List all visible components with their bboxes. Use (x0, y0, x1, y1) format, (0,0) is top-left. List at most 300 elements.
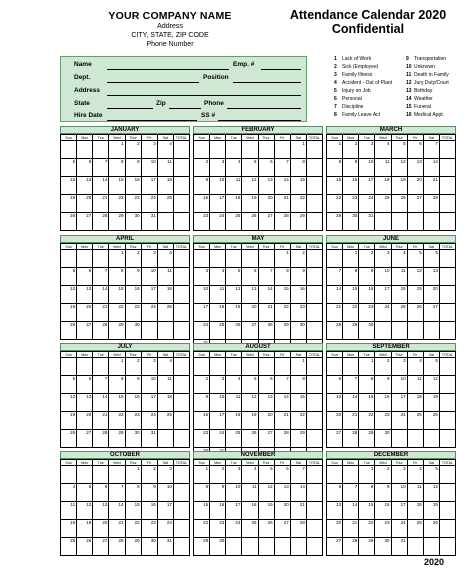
empty-day-cell[interactable] (392, 430, 408, 448)
day-cell[interactable]: 11 (375, 159, 391, 177)
day-cell[interactable]: 30 (126, 213, 142, 231)
empty-day-cell[interactable] (242, 250, 258, 268)
day-cell[interactable]: 6 (424, 250, 440, 268)
day-cell[interactable]: 15 (291, 394, 307, 412)
day-cell[interactable]: 13 (408, 159, 424, 177)
week-total-cell[interactable] (174, 538, 190, 556)
day-cell[interactable]: 11 (226, 394, 242, 412)
day-cell[interactable]: 20 (275, 502, 291, 520)
day-cell[interactable]: 3 (210, 159, 226, 177)
empty-day-cell[interactable] (242, 141, 258, 159)
day-cell[interactable]: 17 (210, 195, 226, 213)
day-cell[interactable]: 28 (275, 213, 291, 231)
day-cell[interactable]: 7 (327, 268, 343, 286)
day-cell[interactable]: 27 (259, 213, 275, 231)
day-cell[interactable]: 25 (61, 538, 77, 556)
day-cell[interactable]: 22 (291, 412, 307, 430)
day-cell[interactable]: 4 (158, 141, 174, 159)
day-cell[interactable]: 1 (275, 250, 291, 268)
day-cell[interactable]: 21 (424, 177, 440, 195)
day-cell[interactable]: 26 (77, 538, 93, 556)
day-cell[interactable]: 9 (194, 177, 210, 195)
day-cell[interactable]: 14 (327, 286, 343, 304)
day-cell[interactable]: 27 (77, 430, 93, 448)
day-cell[interactable]: 14 (343, 502, 359, 520)
day-cell[interactable]: 4 (408, 358, 424, 376)
week-total-cell[interactable] (307, 484, 323, 502)
day-cell[interactable]: 9 (126, 268, 142, 286)
week-total-cell[interactable] (307, 250, 323, 268)
day-cell[interactable]: 21 (275, 195, 291, 213)
day-cell[interactable]: 6 (327, 376, 343, 394)
day-cell[interactable]: 3 (142, 250, 158, 268)
day-cell[interactable]: 27 (77, 213, 93, 231)
day-cell[interactable]: 18 (242, 502, 258, 520)
week-total-cell[interactable] (174, 159, 190, 177)
day-cell[interactable]: 18 (392, 286, 408, 304)
week-total-cell[interactable] (307, 177, 323, 195)
day-cell[interactable]: 27 (259, 430, 275, 448)
day-cell[interactable]: 16 (375, 502, 391, 520)
day-cell[interactable]: 18 (408, 394, 424, 412)
empty-day-cell[interactable] (327, 358, 343, 376)
day-cell[interactable]: 26 (242, 213, 258, 231)
day-cell[interactable]: 18 (158, 177, 174, 195)
day-cell[interactable]: 29 (194, 538, 210, 556)
week-total-cell[interactable] (174, 141, 190, 159)
day-cell[interactable]: 2 (343, 141, 359, 159)
day-cell[interactable]: 2 (126, 250, 142, 268)
week-total-cell[interactable] (307, 286, 323, 304)
day-cell[interactable]: 20 (259, 195, 275, 213)
empty-day-cell[interactable] (242, 538, 258, 556)
day-cell[interactable]: 5 (242, 159, 258, 177)
day-cell[interactable]: 10 (142, 268, 158, 286)
empty-day-cell[interactable] (275, 141, 291, 159)
day-cell[interactable]: 1 (126, 466, 142, 484)
day-cell[interactable]: 30 (375, 430, 391, 448)
day-cell[interactable]: 10 (142, 159, 158, 177)
day-cell[interactable]: 21 (343, 520, 359, 538)
day-cell[interactable]: 21 (109, 520, 125, 538)
day-cell[interactable]: 30 (126, 430, 142, 448)
day-cell[interactable]: 7 (93, 376, 109, 394)
address-field[interactable] (107, 95, 301, 96)
day-cell[interactable]: 15 (359, 502, 375, 520)
day-cell[interactable]: 19 (242, 195, 258, 213)
day-cell[interactable]: 16 (359, 286, 375, 304)
week-total-cell[interactable] (440, 159, 456, 177)
day-cell[interactable]: 10 (194, 286, 210, 304)
empty-day-cell[interactable] (327, 250, 343, 268)
empty-day-cell[interactable] (61, 466, 77, 484)
week-total-cell[interactable] (440, 268, 456, 286)
day-cell[interactable]: 5 (61, 268, 77, 286)
day-cell[interactable]: 19 (77, 520, 93, 538)
empty-day-cell[interactable] (109, 466, 125, 484)
day-cell[interactable]: 11 (158, 268, 174, 286)
day-cell[interactable]: 1 (109, 358, 125, 376)
day-cell[interactable]: 12 (242, 177, 258, 195)
day-cell[interactable]: 14 (275, 394, 291, 412)
day-cell[interactable]: 26 (61, 213, 77, 231)
day-cell[interactable]: 19 (408, 286, 424, 304)
day-cell[interactable]: 20 (77, 412, 93, 430)
day-cell[interactable]: 15 (109, 177, 125, 195)
day-cell[interactable]: 29 (126, 538, 142, 556)
day-cell[interactable]: 10 (158, 484, 174, 502)
day-cell[interactable]: 11 (158, 376, 174, 394)
day-cell[interactable]: 13 (77, 394, 93, 412)
day-cell[interactable]: 12 (61, 286, 77, 304)
day-cell[interactable]: 16 (194, 195, 210, 213)
day-cell[interactable]: 20 (93, 520, 109, 538)
week-total-cell[interactable] (440, 412, 456, 430)
day-cell[interactable]: 26 (424, 520, 440, 538)
day-cell[interactable]: 9 (194, 394, 210, 412)
day-cell[interactable]: 12 (392, 159, 408, 177)
day-cell[interactable]: 19 (61, 304, 77, 322)
empty-day-cell[interactable] (343, 358, 359, 376)
hire-date-field[interactable] (107, 120, 197, 121)
day-cell[interactable]: 22 (359, 520, 375, 538)
day-cell[interactable]: 5 (424, 358, 440, 376)
week-total-cell[interactable] (174, 466, 190, 484)
day-cell[interactable]: 7 (424, 141, 440, 159)
week-total-cell[interactable] (174, 268, 190, 286)
week-total-cell[interactable] (174, 502, 190, 520)
day-cell[interactable]: 11 (210, 286, 226, 304)
empty-day-cell[interactable] (259, 250, 275, 268)
day-cell[interactable]: 27 (77, 322, 93, 340)
day-cell[interactable]: 9 (210, 484, 226, 502)
day-cell[interactable]: 5 (77, 484, 93, 502)
week-total-cell[interactable] (307, 322, 323, 340)
day-cell[interactable]: 28 (109, 538, 125, 556)
day-cell[interactable]: 26 (226, 322, 242, 340)
empty-day-cell[interactable] (210, 250, 226, 268)
day-cell[interactable]: 6 (77, 159, 93, 177)
day-cell[interactable]: 25 (210, 322, 226, 340)
week-total-cell[interactable] (307, 159, 323, 177)
day-cell[interactable]: 7 (93, 159, 109, 177)
day-cell[interactable]: 25 (242, 520, 258, 538)
day-cell[interactable]: 30 (343, 213, 359, 231)
day-cell[interactable]: 12 (424, 376, 440, 394)
day-cell[interactable]: 22 (327, 195, 343, 213)
empty-day-cell[interactable] (259, 538, 275, 556)
day-cell[interactable]: 5 (392, 141, 408, 159)
day-cell[interactable]: 19 (424, 394, 440, 412)
day-cell[interactable]: 22 (109, 412, 125, 430)
day-cell[interactable]: 11 (226, 177, 242, 195)
dept-field[interactable] (107, 82, 199, 83)
day-cell[interactable]: 2 (359, 250, 375, 268)
day-cell[interactable]: 15 (109, 286, 125, 304)
day-cell[interactable]: 2 (375, 358, 391, 376)
day-cell[interactable]: 11 (158, 159, 174, 177)
empty-day-cell[interactable] (291, 538, 307, 556)
day-cell[interactable]: 12 (259, 484, 275, 502)
week-total-cell[interactable] (440, 141, 456, 159)
day-cell[interactable]: 12 (408, 268, 424, 286)
day-cell[interactable]: 5 (259, 466, 275, 484)
day-cell[interactable]: 19 (392, 177, 408, 195)
day-cell[interactable]: 31 (142, 430, 158, 448)
empty-day-cell[interactable] (158, 322, 174, 340)
day-cell[interactable]: 10 (226, 484, 242, 502)
week-total-cell[interactable] (440, 376, 456, 394)
day-cell[interactable]: 29 (275, 322, 291, 340)
day-cell[interactable]: 15 (109, 394, 125, 412)
day-cell[interactable]: 11 (408, 376, 424, 394)
week-total-cell[interactable] (440, 538, 456, 556)
empty-day-cell[interactable] (158, 213, 174, 231)
day-cell[interactable]: 23 (194, 213, 210, 231)
day-cell[interactable]: 16 (142, 502, 158, 520)
day-cell[interactable]: 8 (327, 159, 343, 177)
day-cell[interactable]: 23 (375, 520, 391, 538)
day-cell[interactable]: 10 (359, 159, 375, 177)
week-total-cell[interactable] (307, 430, 323, 448)
day-cell[interactable]: 9 (126, 159, 142, 177)
day-cell[interactable]: 23 (142, 520, 158, 538)
day-cell[interactable]: 19 (61, 195, 77, 213)
empty-day-cell[interactable] (194, 358, 210, 376)
day-cell[interactable]: 1 (291, 358, 307, 376)
day-cell[interactable]: 31 (392, 538, 408, 556)
week-total-cell[interactable] (440, 466, 456, 484)
day-cell[interactable]: 29 (343, 322, 359, 340)
day-cell[interactable]: 9 (343, 159, 359, 177)
week-total-cell[interactable] (174, 304, 190, 322)
week-total-cell[interactable] (307, 376, 323, 394)
day-cell[interactable]: 28 (93, 322, 109, 340)
day-cell[interactable]: 2 (210, 466, 226, 484)
day-cell[interactable]: 23 (359, 304, 375, 322)
empty-day-cell[interactable] (327, 466, 343, 484)
position-field[interactable] (233, 82, 301, 83)
week-total-cell[interactable] (174, 322, 190, 340)
empty-day-cell[interactable] (242, 358, 258, 376)
day-cell[interactable]: 25 (226, 430, 242, 448)
day-cell[interactable]: 8 (343, 268, 359, 286)
day-cell[interactable]: 12 (242, 394, 258, 412)
day-cell[interactable]: 22 (275, 304, 291, 322)
day-cell[interactable]: 28 (327, 322, 343, 340)
empty-day-cell[interactable] (424, 538, 440, 556)
day-cell[interactable]: 20 (424, 286, 440, 304)
day-cell[interactable]: 2 (194, 376, 210, 394)
day-cell[interactable]: 20 (259, 412, 275, 430)
day-cell[interactable]: 9 (375, 484, 391, 502)
day-cell[interactable]: 1 (109, 250, 125, 268)
week-total-cell[interactable] (307, 268, 323, 286)
week-total-cell[interactable] (174, 195, 190, 213)
day-cell[interactable]: 6 (259, 376, 275, 394)
day-cell[interactable]: 19 (424, 502, 440, 520)
day-cell[interactable]: 19 (226, 304, 242, 322)
day-cell[interactable]: 21 (275, 412, 291, 430)
day-cell[interactable]: 29 (359, 430, 375, 448)
day-cell[interactable]: 14 (424, 159, 440, 177)
day-cell[interactable]: 20 (242, 304, 258, 322)
empty-day-cell[interactable] (424, 430, 440, 448)
empty-day-cell[interactable] (77, 466, 93, 484)
day-cell[interactable]: 31 (158, 538, 174, 556)
day-cell[interactable]: 29 (359, 538, 375, 556)
day-cell[interactable]: 20 (327, 520, 343, 538)
day-cell[interactable]: 20 (77, 195, 93, 213)
day-cell[interactable]: 10 (210, 394, 226, 412)
empty-day-cell[interactable] (61, 141, 77, 159)
week-total-cell[interactable] (307, 195, 323, 213)
day-cell[interactable]: 7 (275, 376, 291, 394)
week-total-cell[interactable] (174, 358, 190, 376)
day-cell[interactable]: 6 (408, 141, 424, 159)
day-cell[interactable]: 5 (61, 376, 77, 394)
day-cell[interactable]: 9 (291, 268, 307, 286)
day-cell[interactable]: 3 (226, 466, 242, 484)
empty-day-cell[interactable] (424, 322, 440, 340)
day-cell[interactable]: 27 (327, 538, 343, 556)
empty-day-cell[interactable] (275, 538, 291, 556)
week-total-cell[interactable] (307, 520, 323, 538)
day-cell[interactable]: 4 (226, 159, 242, 177)
week-total-cell[interactable] (174, 286, 190, 304)
day-cell[interactable]: 5 (61, 159, 77, 177)
ss-number-field[interactable] (218, 120, 301, 121)
day-cell[interactable]: 24 (392, 520, 408, 538)
day-cell[interactable]: 8 (275, 268, 291, 286)
day-cell[interactable]: 13 (93, 502, 109, 520)
week-total-cell[interactable] (440, 502, 456, 520)
week-total-cell[interactable] (307, 538, 323, 556)
day-cell[interactable]: 8 (109, 159, 125, 177)
day-cell[interactable]: 18 (61, 520, 77, 538)
day-cell[interactable]: 17 (194, 304, 210, 322)
day-cell[interactable]: 10 (392, 484, 408, 502)
day-cell[interactable]: 18 (158, 394, 174, 412)
day-cell[interactable]: 12 (226, 286, 242, 304)
week-total-cell[interactable] (440, 520, 456, 538)
day-cell[interactable]: 22 (126, 520, 142, 538)
empty-day-cell[interactable] (77, 141, 93, 159)
day-cell[interactable]: 22 (291, 195, 307, 213)
day-cell[interactable]: 22 (109, 195, 125, 213)
day-cell[interactable]: 11 (61, 502, 77, 520)
day-cell[interactable]: 10 (375, 268, 391, 286)
day-cell[interactable]: 4 (242, 466, 258, 484)
day-cell[interactable]: 28 (93, 430, 109, 448)
empty-day-cell[interactable] (408, 430, 424, 448)
emp-number-field[interactable] (261, 69, 301, 70)
day-cell[interactable]: 21 (93, 195, 109, 213)
day-cell[interactable]: 4 (158, 250, 174, 268)
day-cell[interactable]: 19 (61, 412, 77, 430)
week-total-cell[interactable] (307, 394, 323, 412)
day-cell[interactable]: 30 (359, 322, 375, 340)
day-cell[interactable]: 21 (327, 304, 343, 322)
day-cell[interactable]: 6 (242, 268, 258, 286)
day-cell[interactable]: 29 (291, 213, 307, 231)
day-cell[interactable]: 25 (158, 412, 174, 430)
day-cell[interactable]: 15 (359, 394, 375, 412)
day-cell[interactable]: 8 (126, 484, 142, 502)
day-cell[interactable]: 17 (375, 286, 391, 304)
day-cell[interactable]: 31 (142, 213, 158, 231)
empty-day-cell[interactable] (93, 358, 109, 376)
week-total-cell[interactable] (174, 520, 190, 538)
day-cell[interactable]: 12 (424, 484, 440, 502)
day-cell[interactable]: 2 (126, 141, 142, 159)
day-cell[interactable]: 16 (375, 394, 391, 412)
day-cell[interactable]: 22 (194, 520, 210, 538)
day-cell[interactable]: 29 (291, 430, 307, 448)
day-cell[interactable]: 14 (259, 286, 275, 304)
week-total-cell[interactable] (440, 358, 456, 376)
day-cell[interactable]: 8 (359, 484, 375, 502)
day-cell[interactable]: 13 (327, 502, 343, 520)
empty-day-cell[interactable] (226, 538, 242, 556)
day-cell[interactable]: 23 (194, 430, 210, 448)
day-cell[interactable]: 19 (259, 502, 275, 520)
week-total-cell[interactable] (307, 304, 323, 322)
day-cell[interactable]: 18 (210, 304, 226, 322)
day-cell[interactable]: 24 (158, 520, 174, 538)
empty-day-cell[interactable] (210, 358, 226, 376)
empty-day-cell[interactable] (408, 322, 424, 340)
day-cell[interactable]: 3 (142, 141, 158, 159)
day-cell[interactable]: 7 (259, 268, 275, 286)
day-cell[interactable]: 20 (408, 177, 424, 195)
day-cell[interactable]: 4 (210, 268, 226, 286)
day-cell[interactable]: 26 (408, 304, 424, 322)
week-total-cell[interactable] (440, 484, 456, 502)
day-cell[interactable]: 13 (77, 177, 93, 195)
day-cell[interactable]: 12 (77, 502, 93, 520)
day-cell[interactable]: 4 (408, 466, 424, 484)
day-cell[interactable]: 22 (109, 304, 125, 322)
day-cell[interactable]: 8 (359, 376, 375, 394)
day-cell[interactable]: 27 (93, 538, 109, 556)
day-cell[interactable]: 7 (93, 268, 109, 286)
day-cell[interactable]: 23 (375, 412, 391, 430)
day-cell[interactable]: 1 (194, 466, 210, 484)
day-cell[interactable]: 18 (408, 502, 424, 520)
empty-day-cell[interactable] (375, 213, 391, 231)
day-cell[interactable]: 6 (93, 484, 109, 502)
day-cell[interactable]: 7 (109, 484, 125, 502)
day-cell[interactable]: 17 (158, 502, 174, 520)
week-total-cell[interactable] (307, 466, 323, 484)
empty-day-cell[interactable] (392, 322, 408, 340)
day-cell[interactable]: 4 (375, 141, 391, 159)
week-total-cell[interactable] (174, 213, 190, 231)
day-cell[interactable]: 28 (275, 430, 291, 448)
day-cell[interactable]: 5 (424, 466, 440, 484)
day-cell[interactable]: 8 (109, 376, 125, 394)
day-cell[interactable]: 13 (242, 286, 258, 304)
day-cell[interactable]: 16 (126, 394, 142, 412)
week-total-cell[interactable] (307, 412, 323, 430)
day-cell[interactable]: 6 (275, 466, 291, 484)
day-cell[interactable]: 23 (126, 195, 142, 213)
day-cell[interactable]: 8 (109, 268, 125, 286)
day-cell[interactable]: 21 (259, 304, 275, 322)
day-cell[interactable]: 7 (275, 159, 291, 177)
day-cell[interactable]: 26 (242, 430, 258, 448)
